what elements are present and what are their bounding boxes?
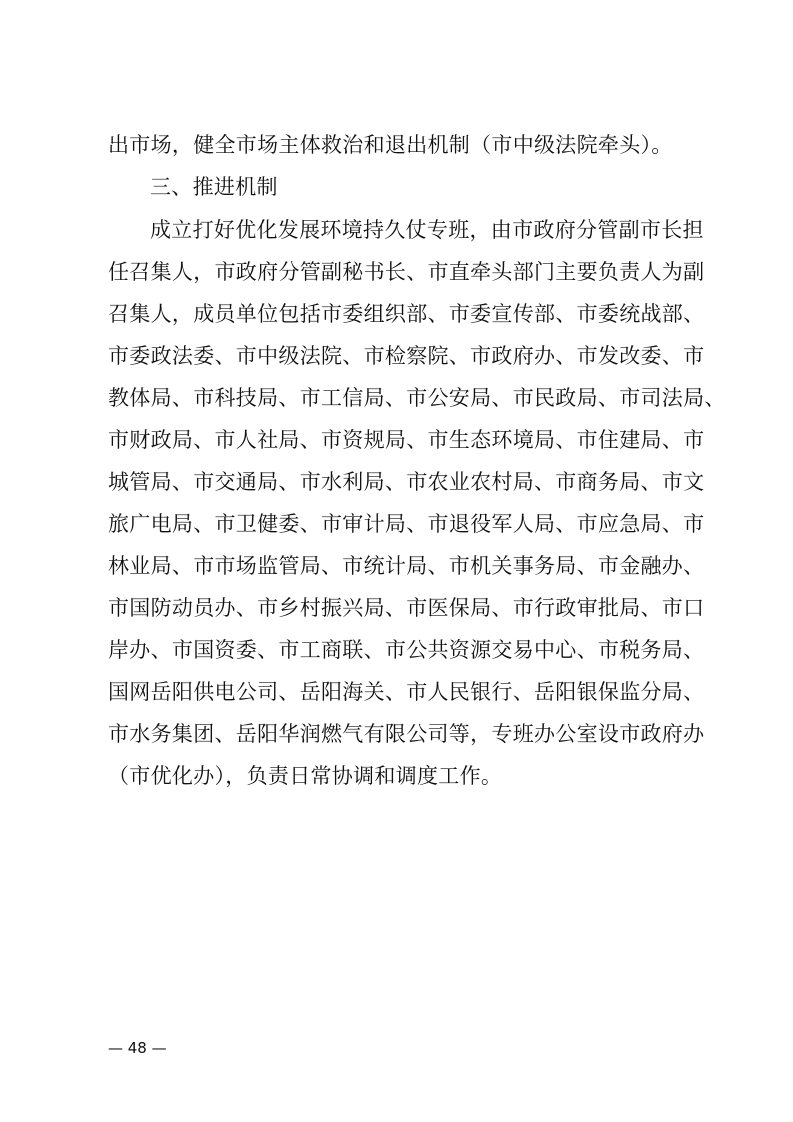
text-line-9: 城管局、市交通局、市水利局、市农业农村局、市商务局、市文	[108, 470, 705, 494]
text-line-10: 旅广电局、市卫健委、市审计局、市退役军人局、市应急局、市	[108, 512, 705, 536]
text-line-16: （市优化办），负责日常协调和调度工作。	[108, 764, 503, 788]
section-heading: 三、推进机制	[150, 175, 278, 199]
text-line-12: 市国防动员办、市乡村振兴局、市医保局、市行政审批局、市口	[108, 596, 705, 620]
text-line-4: 任召集人，市政府分管副秘书长、市直牵头部门主要负责人为副	[108, 260, 705, 284]
text-line-14: 国网岳阳供电公司、岳阳海关、市人民银行、岳阳银保监分局、	[108, 680, 705, 704]
text-line-5: 召集人，成员单位包括市委组织部、市委宣传部、市委统战部、	[108, 302, 705, 326]
text-line-8: 市财政局、市人社局、市资规局、市生态环境局、市住建局、市	[108, 428, 705, 452]
text-line-7: 教体局、市科技局、市工信局、市公安局、市民政局、市司法局、	[108, 386, 726, 410]
text-line-11: 林业局、市市场监管局、市统计局、市机关事务局、市金融办、	[108, 554, 705, 578]
page-number: — 48 —	[108, 1039, 167, 1057]
text-line-6: 市委政法委、市中级法院、市检察院、市政府办、市发改委、市	[108, 344, 705, 368]
text-line-1: 出市场，健全市场主体救治和退出机制（市中级法院牵头）。	[108, 133, 673, 157]
text-line-15: 市水务集团、岳阳华润燃气有限公司等，专班办公室设市政府办	[108, 722, 705, 746]
text-line-3: 成立打好优化发展环境持久仗专班，由市政府分管副市长担	[150, 218, 704, 242]
text-line-13: 岸办、市国资委、市工商联、市公共资源交易中心、市税务局、	[108, 638, 705, 662]
